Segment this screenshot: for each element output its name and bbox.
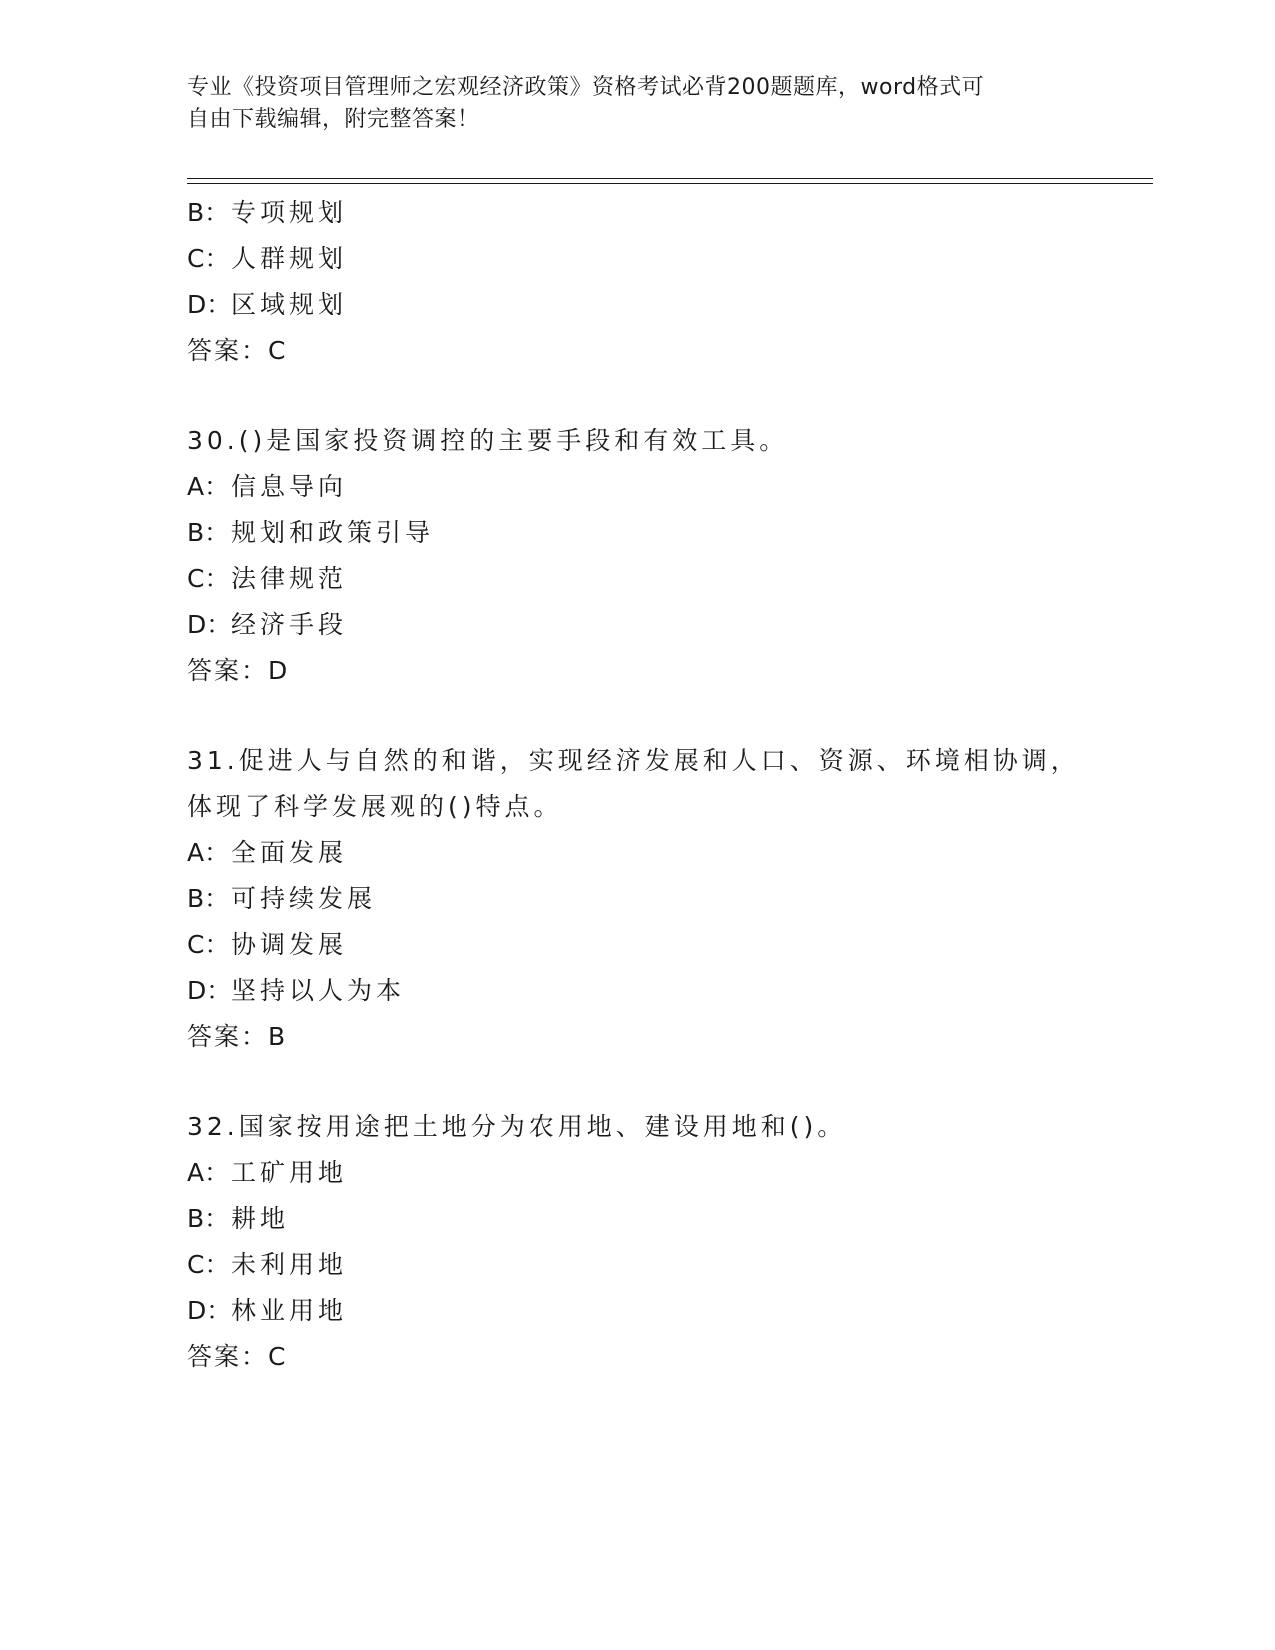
option-letter: B： (187, 884, 230, 913)
option-b (187, 876, 1087, 922)
option-letter: C： (187, 930, 230, 959)
option-letter: A： (187, 1158, 230, 1187)
answer-line (187, 1334, 1087, 1380)
option-letter: B： (187, 1204, 230, 1233)
option-text: 耕地 (231, 1204, 290, 1233)
question-text-continued: 体现了科学发展观的()特点。 (187, 792, 563, 821)
option-c (187, 1242, 1087, 1288)
option-letter: C： (187, 564, 230, 593)
question-text: 30.()是国家投资调控的主要手段和有效工具。 (187, 426, 789, 455)
option-letter: D： (187, 976, 232, 1005)
header-line-1: 专业《投资项目管理师之宏观经济政策》资格考试必背200题题库，word格式可 (187, 75, 985, 100)
option-b (187, 510, 1087, 556)
option-text: 信息导向 (231, 472, 348, 501)
option-text: 区域规划 (231, 290, 348, 319)
question-text: 32.国家按用途把土地分为农用地、建设用地和()。 (187, 1112, 847, 1141)
answer-line (187, 328, 1087, 374)
answer-label: 答案： (187, 1022, 269, 1051)
option-text: 专项规划 (231, 198, 348, 227)
answer-line (187, 648, 1087, 694)
question-list (187, 190, 1087, 1380)
option-letter: B： (187, 198, 230, 227)
answer-label: 答案： (187, 1342, 269, 1371)
option-a (187, 830, 1087, 876)
option-text: 法律规范 (231, 564, 348, 593)
answer-label: 答案： (187, 656, 269, 685)
option-c (187, 236, 1087, 282)
header-divider-top (187, 178, 1153, 179)
option-letter: C： (187, 244, 230, 273)
answer-value: D (268, 656, 288, 685)
option-letter: C： (187, 1250, 230, 1279)
option-d (187, 968, 1087, 1014)
option-text: 规划和政策引导 (231, 518, 435, 547)
option-text: 坚持以人为本 (231, 976, 406, 1005)
option-text: 经济手段 (231, 610, 348, 639)
option-text: 人群规划 (231, 244, 348, 273)
option-letter: B： (187, 518, 230, 547)
option-b (187, 190, 1087, 236)
option-text: 林业用地 (231, 1296, 348, 1325)
option-d (187, 602, 1087, 648)
option-text: 协调发展 (231, 930, 348, 959)
option-d (187, 282, 1087, 328)
answer-value: C (268, 1342, 286, 1371)
option-letter: A： (187, 472, 230, 501)
header-line-2: 自由下载编辑，附完整答案！ (187, 107, 480, 132)
question-text: 31.促进人与自然的和谐，实现经济发展和人口、资源、环境相协调， (187, 746, 1080, 775)
option-c (187, 922, 1087, 968)
header-divider-bottom (187, 183, 1153, 184)
option-letter: A： (187, 838, 230, 867)
answer-label: 答案： (187, 336, 269, 365)
option-a (187, 1150, 1087, 1196)
option-letter: D： (187, 290, 232, 319)
option-b (187, 1196, 1087, 1242)
question-31 (187, 738, 1087, 1060)
question-30 (187, 418, 1087, 694)
option-a (187, 464, 1087, 510)
answer-value: B (268, 1022, 286, 1051)
question-fragment (187, 190, 1087, 374)
option-d (187, 1288, 1087, 1334)
option-text: 可持续发展 (231, 884, 377, 913)
option-letter: D： (187, 1296, 232, 1325)
option-text: 全面发展 (231, 838, 348, 867)
option-text: 未利用地 (231, 1250, 348, 1279)
document-header (187, 72, 1067, 136)
option-letter: D： (187, 610, 232, 639)
option-text: 工矿用地 (231, 1158, 348, 1187)
option-c (187, 556, 1087, 602)
answer-value: C (268, 336, 286, 365)
answer-line (187, 1014, 1087, 1060)
question-32 (187, 1104, 1087, 1380)
